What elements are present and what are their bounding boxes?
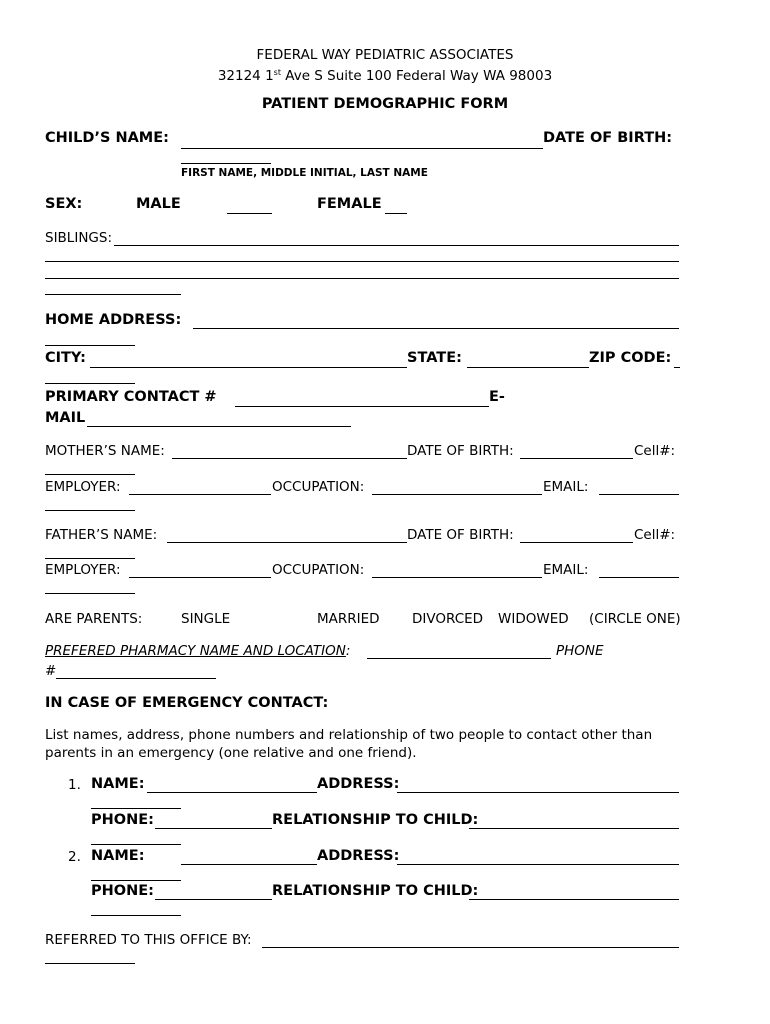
form-title: PATIENT DEMOGRAPHIC FORM (261, 96, 509, 112)
emergency-heading: IN CASE OF EMERGENCY CONTACT: (45, 695, 329, 711)
referred-label: REFERRED TO THIS OFFICE BY: (45, 932, 252, 948)
pharmacy-phone-label: PHONE (556, 643, 604, 659)
pharmacy-hash: # (45, 663, 57, 679)
contact-1-address-field-2[interactable] (91, 808, 181, 809)
father-employer-label: EMPLOYER: (45, 562, 121, 578)
contact-1-address-field[interactable] (397, 792, 679, 793)
emergency-instructions-1: List names, address, phone numbers and relationship of two people to contact other than (45, 727, 653, 743)
father-dob-field[interactable] (520, 542, 633, 543)
father-email-label: EMAIL: (543, 562, 589, 578)
mother-dob-label: DATE OF BIRTH: (407, 443, 514, 459)
sex-female-field[interactable] (385, 213, 407, 214)
home-address-field-2[interactable] (45, 345, 135, 346)
sex-label: SEX: (45, 196, 83, 212)
practice-name: FEDERAL WAY PEDIATRIC ASSOCIATES (256, 47, 514, 63)
referred-field[interactable] (262, 947, 679, 948)
parents-option-widowed[interactable]: WIDOWED (498, 611, 569, 627)
state-label: STATE: (407, 350, 462, 366)
email-label-mail: MAIL (45, 410, 86, 426)
home-address-label: HOME ADDRESS: (45, 312, 182, 328)
child-name-field[interactable] (181, 148, 543, 149)
contact-2-relationship-label: RELATIONSHIP TO CHILD: (272, 883, 479, 899)
email-field[interactable] (87, 426, 351, 427)
siblings-field-3[interactable] (45, 278, 679, 279)
contact-2-address-label: ADDRESS: (317, 848, 400, 864)
mother-employer-label: EMPLOYER: (45, 479, 121, 495)
contact-1-relationship-field[interactable] (469, 828, 679, 829)
contact-2-address-field-2[interactable] (91, 880, 181, 881)
father-cell-label: Cell#: (634, 527, 676, 543)
pharmacy-field[interactable] (367, 658, 551, 659)
referred-field-2[interactable] (45, 963, 135, 964)
pharmacy-label: PREFERED PHARMACY NAME AND LOCATION: (45, 643, 351, 659)
city-field[interactable] (90, 367, 407, 368)
primary-contact-field[interactable] (235, 406, 489, 407)
contact-1-phone-field[interactable] (155, 828, 272, 829)
siblings-field-2[interactable] (45, 261, 679, 262)
mother-email-label: EMAIL: (543, 479, 589, 495)
child-name-label: CHILD’S NAME: (45, 130, 169, 146)
child-name-hint: FIRST NAME, MIDDLE INITIAL, LAST NAME (181, 167, 428, 179)
mother-cell-label: Cell#: (634, 443, 676, 459)
mother-name-field[interactable] (172, 458, 407, 459)
contact-2-phone-field[interactable] (155, 899, 272, 900)
father-employer-field[interactable] (129, 577, 271, 578)
mother-occupation-label: OCCUPATION: (272, 479, 365, 495)
contact-2-name-field[interactable] (181, 864, 317, 865)
parents-option-married[interactable]: MARRIED (317, 611, 380, 627)
child-dob-field[interactable] (181, 163, 271, 164)
pharmacy-phone-field[interactable] (56, 678, 216, 679)
father-email-field[interactable] (599, 577, 679, 578)
emergency-instructions-2: parents in an emergency (one relative and one friend). (45, 745, 417, 761)
zip-field-2[interactable] (45, 383, 135, 384)
email-label-e: E- (489, 389, 505, 405)
state-field[interactable] (467, 367, 589, 368)
mother-email-field[interactable] (599, 494, 679, 495)
father-cell-field[interactable] (45, 558, 135, 559)
contact-2-name-label: NAME: (91, 848, 145, 864)
zip-label: ZIP CODE: (589, 350, 672, 366)
contact-1-name-label: NAME: (91, 776, 145, 792)
mother-occupation-field[interactable] (372, 494, 542, 495)
sex-male-label: MALE (136, 196, 181, 212)
siblings-field-1[interactable] (114, 245, 679, 246)
mother-employer-field[interactable] (129, 494, 271, 495)
sex-male-field[interactable] (227, 213, 272, 214)
contact-1-address-label: ADDRESS: (317, 776, 400, 792)
mother-name-label: MOTHER’S NAME: (45, 443, 165, 459)
mother-cell-field[interactable] (45, 474, 135, 475)
contact-1-phone-label: PHONE: (91, 812, 154, 828)
sex-female-label: FEMALE (317, 196, 382, 212)
zip-field[interactable] (674, 367, 680, 368)
parents-status-label: ARE PARENTS: (45, 611, 143, 627)
contact-2-address-field[interactable] (397, 864, 679, 865)
father-dob-label: DATE OF BIRTH: (407, 527, 514, 543)
parents-option-single[interactable]: SINGLE (181, 611, 231, 627)
city-label: CITY: (45, 350, 86, 366)
parents-status-note: (CIRCLE ONE) (589, 611, 681, 627)
contact-1-number: 1. (68, 777, 81, 793)
contact-2-relationship-field-2[interactable] (91, 915, 181, 916)
parents-option-divorced[interactable]: DIVORCED (412, 611, 484, 627)
mother-dob-field[interactable] (520, 458, 633, 459)
father-email-field-2[interactable] (45, 593, 135, 594)
contact-2-phone-label: PHONE: (91, 883, 154, 899)
mother-email-field-2[interactable] (45, 510, 135, 511)
contact-2-relationship-field[interactable] (469, 899, 679, 900)
contact-1-relationship-label: RELATIONSHIP TO CHILD: (272, 812, 479, 828)
siblings-label: SIBLINGS: (45, 230, 112, 246)
contact-2-number: 2. (68, 849, 81, 865)
father-occupation-label: OCCUPATION: (272, 562, 365, 578)
father-occupation-field[interactable] (372, 577, 542, 578)
practice-address: 32124 1st Ave S Suite 100 Federal Way WA 98003 (217, 68, 553, 84)
siblings-field-4[interactable] (45, 294, 181, 295)
home-address-field[interactable] (193, 328, 679, 329)
primary-contact-label: PRIMARY CONTACT # (45, 389, 217, 405)
father-name-label: FATHER’S NAME: (45, 527, 158, 543)
child-dob-label: DATE OF BIRTH: (543, 130, 673, 146)
father-name-field[interactable] (167, 542, 407, 543)
contact-1-relationship-field-2[interactable] (91, 844, 181, 845)
contact-1-name-field[interactable] (147, 792, 317, 793)
